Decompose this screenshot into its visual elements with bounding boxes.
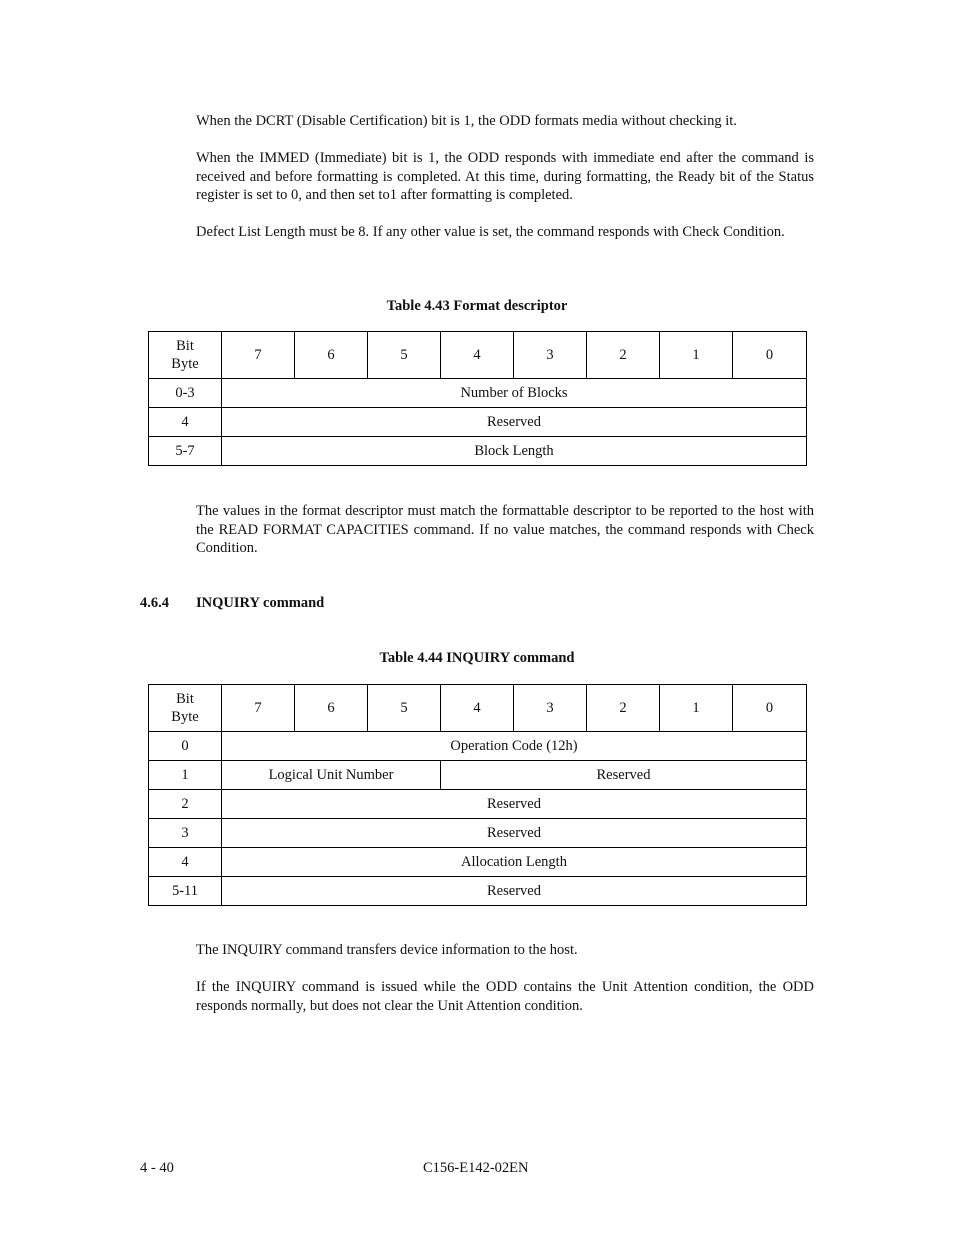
bit-0-header: 0 [733, 685, 807, 732]
field-cell: Reserved [222, 877, 807, 906]
bit-byte-header-cell [149, 332, 222, 379]
field-cell: Reserved [222, 408, 807, 437]
paragraph-format-descriptor-values: The values in the format descriptor must match the formattable descriptor to be reported to the host with the READ FORMAT CAPACITIES command. If no value matches, the command responds with Check Condition. [196, 503, 814, 557]
bit-7-header: 7 [222, 685, 295, 732]
field-cell-logical-unit-number: Logical Unit Number [222, 761, 441, 790]
format-descriptor-table [148, 331, 807, 466]
table-row [149, 819, 807, 848]
byte-cell: 3 [149, 819, 222, 848]
table-row [149, 732, 807, 761]
table-header-row [149, 332, 807, 379]
bit-1-header: 1 [660, 685, 733, 732]
bit-5-header: 5 [368, 685, 441, 732]
field-cell: Allocation Length [222, 848, 807, 877]
byte-cell: 0 [149, 732, 222, 761]
field-cell: Reserved [222, 790, 807, 819]
byte-cell: 4 [149, 848, 222, 877]
bit-0-header: 0 [733, 332, 807, 379]
byte-cell: 1 [149, 761, 222, 790]
bit-1-header: 1 [660, 332, 733, 379]
field-cell-reserved: Reserved [441, 761, 807, 790]
byte-cell: 0-3 [149, 379, 222, 408]
section-number: 4.6.4 [140, 595, 169, 611]
table-row [149, 379, 807, 408]
table-caption-format-descriptor: Table 4.43 Format descriptor [386, 298, 568, 314]
byte-label: Byte [171, 356, 199, 372]
table-header-row [149, 685, 807, 732]
table-row [149, 877, 807, 906]
field-cell: Number of Blocks [222, 379, 807, 408]
bit-2-header: 2 [587, 332, 660, 379]
paragraph-defect-list-length: Defect List Length must be 8. If any other value is set, the command responds with Check Condition. [196, 224, 785, 240]
paragraph-dcrt: When the DCRT (Disable Certification) bit is 1, the ODD formats media without checking it. [196, 113, 737, 129]
field-cell: Reserved [222, 819, 807, 848]
field-cell: Operation Code (12h) [222, 732, 807, 761]
paragraph-inquiry-unit-attention: If the INQUIRY command is issued while the ODD contains the Unit Attention condition, the ODD responds normally, but does not clear the Unit Attention condition. [196, 979, 814, 1014]
table-row [149, 761, 807, 790]
paragraph-inquiry-transfer: The INQUIRY command transfers device information to the host. [196, 942, 578, 958]
byte-cell: 5-11 [149, 877, 222, 906]
bit-4-header: 4 [441, 685, 514, 732]
bit-2-header: 2 [587, 685, 660, 732]
bit-5-header: 5 [368, 332, 441, 379]
byte-cell: 5-7 [149, 437, 222, 466]
table-row [149, 848, 807, 877]
page-number: 4 - 40 [140, 1160, 174, 1176]
inquiry-command-table [148, 684, 807, 906]
bit-3-header: 3 [514, 685, 587, 732]
bit-7-header: 7 [222, 332, 295, 379]
table-row [149, 437, 807, 466]
field-cell: Block Length [222, 437, 807, 466]
bit-label: Bit [176, 691, 194, 707]
byte-label: Byte [171, 709, 199, 725]
bit-6-header: 6 [295, 332, 368, 379]
section-heading [140, 595, 324, 612]
bit-3-header: 3 [514, 332, 587, 379]
table-caption-inquiry-command: Table 4.44 INQUIRY command [379, 650, 575, 666]
section-title: INQUIRY command [196, 595, 325, 611]
table-row [149, 790, 807, 819]
bit-label: Bit [176, 338, 194, 354]
paragraph-immed: When the IMMED (Immediate) bit is 1, the ODD responds with immediate end after the command is received and before formatting is completed. At this time, during formatting, the Ready bit of the Status register is set to 0, and then set to1 after formatting is completed. [196, 150, 814, 204]
document-id: C156-E142-02EN [423, 1160, 529, 1176]
byte-cell: 2 [149, 790, 222, 819]
byte-cell: 4 [149, 408, 222, 437]
bit-byte-header-cell [149, 685, 222, 732]
bit-4-header: 4 [441, 332, 514, 379]
table-row [149, 408, 807, 437]
bit-6-header: 6 [295, 685, 368, 732]
